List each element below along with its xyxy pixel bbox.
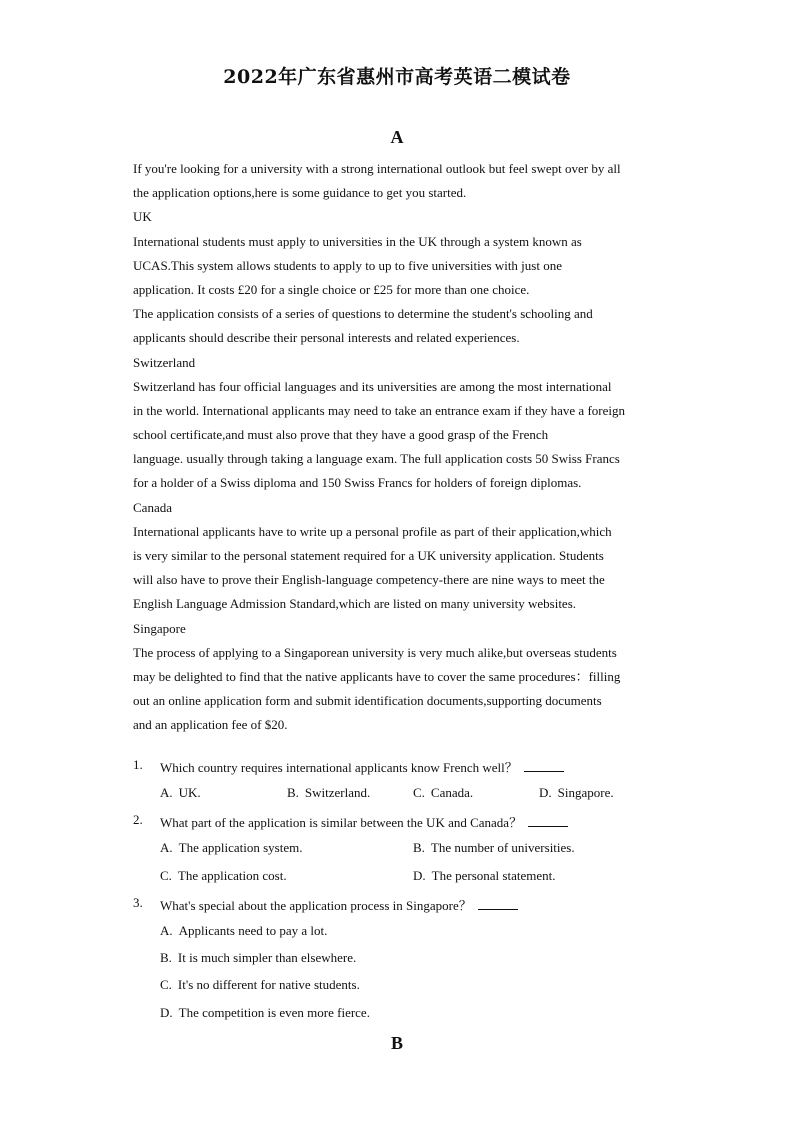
section-heading-a: A — [390, 127, 404, 147]
passage-line: will also have to prove their English-language competency-there are nine ways to meet the — [133, 572, 605, 588]
option-1b[interactable]: B. Switzerland. — [287, 785, 371, 800]
passage-subheading: UK — [133, 209, 152, 225]
passage-line: International applicants have to write up a personal profile as part of their application,which — [133, 523, 612, 539]
passage-line: UCAS.This system allows students to apply to up to five universities with just one — [133, 257, 562, 273]
passage-line: out an online application form and submit identification documents,supporting documents — [133, 693, 602, 709]
answer-blank[interactable] — [524, 759, 564, 772]
passage-line: application. It costs £20 for a single choice or £25 for more than one choice. — [133, 281, 530, 297]
option-1c[interactable]: C. Canada. — [413, 785, 474, 800]
page-title: 2022年广东省惠州市高考英语二模试卷 — [223, 66, 571, 88]
question-number: 2. — [133, 812, 143, 827]
option-2d[interactable]: D. The personal statement. — [413, 868, 556, 883]
passage-line: language. usually through taking a language exam. The full application costs 50 Swiss Francs — [133, 451, 620, 467]
option-2b[interactable]: B. The number of universities. — [413, 840, 575, 855]
option-3a[interactable]: A. Applicants need to pay a lot. — [160, 923, 328, 938]
passage-a — [133, 157, 663, 738]
passage-subheading: Canada — [133, 499, 172, 515]
passage-line: in the world. International applicants may need to take an entrance exam if they have a foreign — [133, 402, 625, 418]
question-text: Which country requires international applicants know French well？ — [160, 757, 564, 776]
section-heading-b: B — [390, 1033, 403, 1053]
option-1a[interactable]: A. UK. — [160, 785, 201, 800]
question-number: 3. — [133, 895, 143, 910]
passage-line: Switzerland has four official languages and its universities are among the most international — [133, 378, 612, 394]
option-3d[interactable]: D. The competition is even more fierce. — [160, 1005, 370, 1020]
passage-line: applicants should describe their personal interests and related experiences. — [133, 330, 520, 346]
question-text: What's special about the application process in Singapore？ — [160, 895, 518, 914]
answer-blank[interactable] — [478, 897, 518, 910]
passage-line: The process of applying to a Singaporean university is very much alike,but overseas students — [133, 644, 617, 660]
question-text: What part of the application is similar between the UK and Canada？ — [160, 812, 568, 831]
passage-line: English Language Admission Standard,which are listed on many university websites. — [133, 596, 577, 612]
passage-line: may be delighted to find that the native applicants have to cover the same procedures：filling — [133, 668, 621, 684]
passage-line: and an application fee of $20. — [133, 717, 288, 733]
option-3c[interactable]: C. It's no different for native students. — [160, 977, 360, 992]
option-1d[interactable]: D. Singapore. — [539, 785, 614, 800]
passage-line: school certificate,and must also prove that they have a good grasp of the French — [133, 427, 549, 443]
question-1 — [133, 757, 653, 775]
question-3 — [133, 895, 653, 913]
answer-blank[interactable] — [528, 814, 568, 827]
option-2a[interactable]: A. The application system. — [160, 840, 303, 855]
passage-line: for a holder of a Swiss diploma and 150 Swiss Francs for holders of foreign diplomas. — [133, 475, 582, 491]
passage-line: the application options,here is some guidance to get you started. — [133, 185, 467, 201]
question-number: 1. — [133, 757, 143, 772]
passage-line: The application consists of a series of questions to determine the student's schooling and — [133, 306, 593, 322]
passage-line: If you're looking for a university with a strong international outlook but feel swept over by all — [133, 161, 621, 176]
option-2c[interactable]: C. The application cost. — [160, 868, 287, 883]
question-2 — [133, 812, 653, 830]
passage-line: International students must apply to universities in the UK through a system known as — [133, 233, 582, 249]
passage-line: is very similar to the personal statement required for a UK university application. Students — [133, 548, 604, 563]
passage-subheading: Singapore — [133, 620, 186, 636]
passage-subheading: Switzerland — [133, 354, 196, 370]
option-3b[interactable]: B. It is much simpler than elsewhere. — [160, 950, 357, 965]
